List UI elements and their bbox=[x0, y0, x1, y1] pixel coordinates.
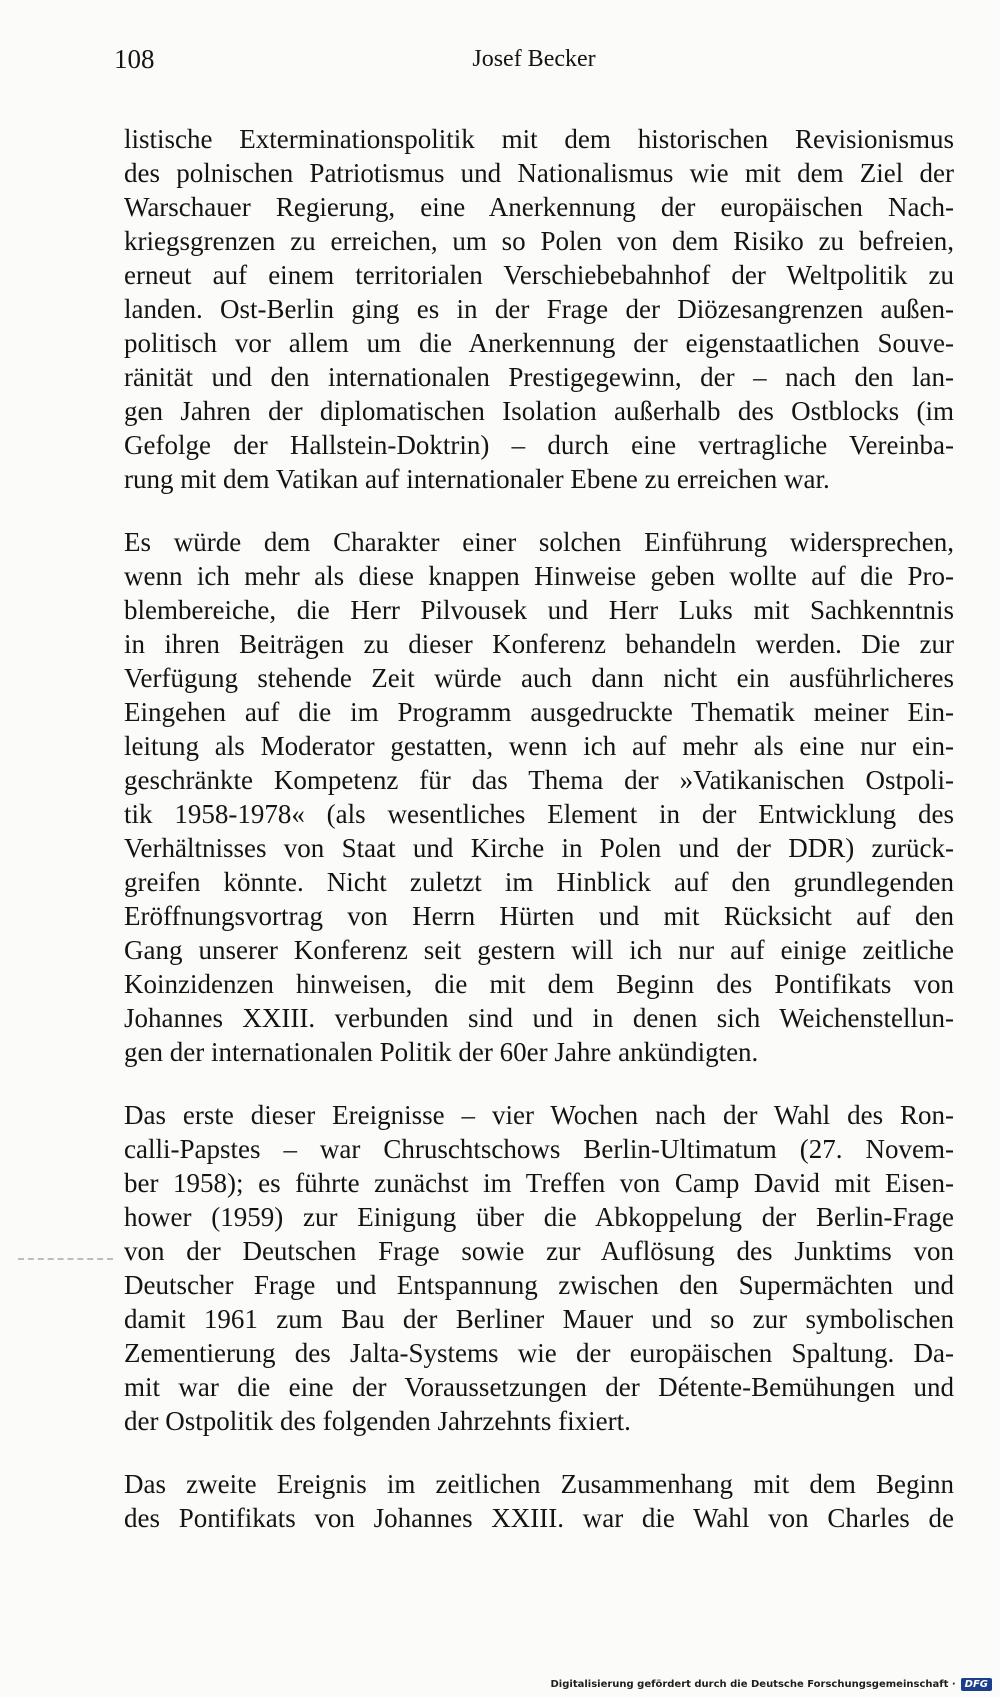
text-line: erneut auf einem territorialen Verschiebebahnhof der Weltpolitik zu bbox=[124, 260, 954, 290]
dfg-logo: DFG bbox=[961, 1678, 992, 1691]
text-line: greifen könnte. Nicht zuletzt im Hinblick auf den grundlegenden bbox=[124, 867, 954, 897]
text-line: Gang unserer Konferenz seit gestern will ich nur auf einige zeitliche bbox=[124, 935, 954, 965]
text-line: Verhältnisses von Staat und Kirche in Polen und der DDR) zurück- bbox=[124, 833, 954, 863]
margin-mark bbox=[18, 1258, 113, 1264]
digitization-credit bbox=[551, 1678, 993, 1691]
text-line: calli-Papstes – war Chruschtschows Berlin-Ultimatum (27. Novem- bbox=[124, 1134, 954, 1164]
text-line: in ihren Beiträgen zu dieser Konferenz behandeln werden. Die zur bbox=[124, 629, 954, 659]
text-line: Warschauer Regierung, eine Anerkennung der europäischen Nach- bbox=[124, 192, 954, 222]
text-line: Deutscher Frage und Entspannung zwischen den Supermächten und bbox=[124, 1270, 954, 1300]
paragraph bbox=[124, 525, 954, 1069]
text-line: gen der internationalen Politik der 60er Jahre ankündigten. bbox=[124, 1037, 759, 1067]
text-line: Johannes XXIII. verbunden sind und in denen sich Weichenstellun- bbox=[124, 1003, 954, 1033]
text-line: listische Exterminationspolitik mit dem historischen Revisionismus bbox=[124, 124, 954, 154]
text-line: Das erste dieser Ereignisse – vier Wochen nach der Wahl des Ron- bbox=[124, 1100, 954, 1130]
text-line: kriegsgrenzen zu erreichen, um so Polen von dem Risiko zu befreien, bbox=[124, 226, 954, 256]
paragraph bbox=[124, 1098, 954, 1438]
text-line: damit 1961 zum Bau der Berliner Mauer und so zur symbolischen bbox=[124, 1304, 954, 1334]
text-line: Koinzidenzen hinweisen, die mit dem Beginn des Pontifikats von bbox=[124, 969, 954, 999]
text-line: geschränkte Kompetenz für das Thema der »Vatikanischen Ostpoli- bbox=[124, 765, 954, 795]
text-line: der Ostpolitik des folgenden Jahrzehnts fixiert. bbox=[124, 1406, 631, 1436]
text-line: Zementierung des Jalta-Systems wie der europäischen Spaltung. Da- bbox=[124, 1338, 954, 1368]
text-line: Das zweite Ereignis im zeitlichen Zusammenhang mit dem Beginn bbox=[124, 1469, 954, 1499]
text-line: Es würde dem Charakter einer solchen Einführung widersprechen, bbox=[124, 527, 954, 557]
page-number: 108 bbox=[114, 44, 155, 74]
text-line: Eingehen auf die im Programm ausgedruckte Thematik meiner Ein- bbox=[124, 697, 954, 727]
text-line: politisch vor allem um die Anerkennung der eigenstaatlichen Souve- bbox=[124, 328, 954, 358]
text-line: von der Deutschen Frage sowie zur Auflösung des Junktims von bbox=[124, 1236, 954, 1266]
text-line: Gefolge der Hallstein-Doktrin) – durch eine vertragliche Vereinba- bbox=[124, 430, 954, 460]
text-line: landen. Ost-Berlin ging es in der Frage der Diözesangrenzen außen- bbox=[124, 294, 954, 324]
text-line: rung mit dem Vatikan auf internationaler Ebene zu erreichen war. bbox=[124, 464, 830, 494]
text-line: ber 1958); es führte zunächst im Treffen von Camp David mit Eisen- bbox=[124, 1168, 954, 1198]
text-line: hower (1959) zur Einigung über die Abkoppelung der Berlin-Frage bbox=[124, 1202, 954, 1232]
text-line: leitung als Moderator gestatten, wenn ich auf mehr als eine nur ein- bbox=[124, 731, 954, 761]
text-line: ränität und den internationalen Prestigegewinn, der – nach den lan- bbox=[124, 362, 954, 392]
paragraph bbox=[124, 122, 954, 496]
text-line: mit war die eine der Voraussetzungen der Détente-Bemühungen und bbox=[124, 1372, 954, 1402]
text-line: wenn ich mehr als diese knappen Hinweise geben wollte auf die Pro- bbox=[124, 561, 954, 591]
text-line: gen Jahren der diplomatischen Isolation außerhalb des Ostblocks (im bbox=[124, 396, 954, 426]
paragraph bbox=[124, 1467, 954, 1535]
text-line: Eröffnungsvortrag von Herrn Hürten und mit Rücksicht auf den bbox=[124, 901, 954, 931]
text-line: blembereiche, die Herr Pilvousek und Herr Luks mit Sachkenntnis bbox=[124, 595, 954, 625]
text-line: tik 1958-1978« (als wesentliches Element in der Entwicklung des bbox=[124, 799, 954, 829]
body-text bbox=[124, 122, 954, 1564]
text-line: des polnischen Patriotismus und Nationalismus wie mit dem Ziel der bbox=[124, 158, 954, 188]
text-line: Verfügung stehende Zeit würde auch dann nicht ein ausführlicheres bbox=[124, 663, 954, 693]
credit-text: Digitalisierung gefördert durch die Deutsche Forschungsgemeinschaft · bbox=[550, 1679, 956, 1690]
running-head: Josef Becker bbox=[472, 46, 596, 72]
page-header bbox=[114, 44, 954, 84]
text-line: des Pontifikats von Johannes XXIII. war die Wahl von Charles de bbox=[124, 1503, 954, 1533]
